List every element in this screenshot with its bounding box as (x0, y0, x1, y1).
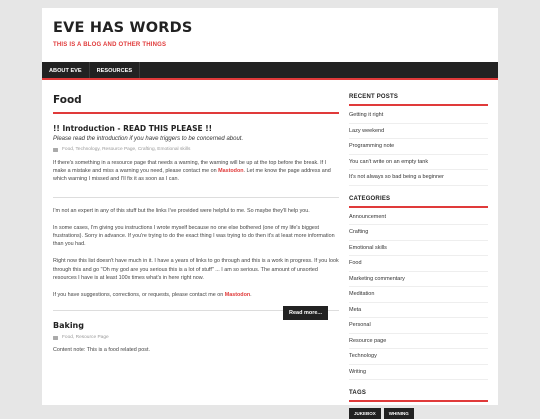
folder-icon (53, 336, 58, 340)
recent-post-link[interactable]: You can't write on an empty tank (349, 155, 488, 171)
mastodon-link[interactable]: Mastodon (218, 168, 244, 175)
category-link[interactable]: Crafting (349, 225, 488, 241)
tag-link[interactable]: WHINING (384, 408, 414, 419)
post-meta (53, 335, 339, 340)
category-link[interactable]: Food (349, 256, 488, 272)
category-link[interactable]: Resource page (349, 334, 488, 350)
widget-title-tags: TAGS (349, 390, 488, 402)
tag-link[interactable]: JUKEBOX (349, 408, 381, 419)
post-categories[interactable]: Food, Resource Page (62, 335, 109, 341)
folder-icon (53, 148, 58, 152)
main-nav (42, 62, 498, 80)
site-description: THIS IS A BLOG AND OTHER THINGS (53, 42, 167, 48)
post-paragraph: If there's something in a resource page that needs a warning, the warning will be up at the top before the break. If I make a mistake and miss a warning you need, please contact me on Mastodon. Let me know the page address and which warning I missed and I'll fix it as soon as I can. (53, 160, 331, 183)
category-link[interactable]: Emotional skills (349, 241, 488, 257)
category-link[interactable]: Writing (349, 365, 488, 381)
nav-item-resources[interactable]: RESOURCES (90, 62, 140, 78)
category-link[interactable]: Meta (349, 303, 488, 319)
categories-list (349, 210, 488, 381)
category-link[interactable]: Meditation (349, 287, 488, 303)
post-title-intro[interactable]: !! Introduction - READ THIS PLEASE !! (53, 124, 213, 133)
read-more-button[interactable]: Read more... (283, 306, 328, 320)
category-link[interactable]: Marketing commentary (349, 272, 488, 288)
widget-title-recent: RECENT POSTS (349, 94, 488, 106)
recent-post-link[interactable]: Programming note (349, 139, 488, 155)
category-link[interactable]: Personal (349, 318, 488, 334)
recent-posts-list (349, 108, 488, 186)
post-title-baking[interactable]: Baking (53, 321, 84, 331)
post-paragraph: In some cases, I'm giving you instructions I wrote myself because no one else bothered (one of my life's biggest frustrations). Sorry in advance. If you're trying to do the exact thing I was trying to do then it's at least more information than you had. (53, 224, 335, 248)
page-title: Food (53, 94, 339, 114)
site-header (42, 8, 498, 62)
post-paragraph: If you have suggestions, corrections, or requests, please contact me on Mastodon. (53, 292, 252, 299)
site-title[interactable]: EVE HAS WORDS (53, 20, 193, 36)
divider (53, 197, 339, 198)
post-categories[interactable]: Food, Technology, Resource Page, Crafting, Emotional skills (62, 147, 191, 152)
post-subtitle: Please read the introduction if you have triggers to be concerned about. (53, 136, 244, 142)
tag-cloud (349, 408, 488, 419)
post-paragraph: I'm not an expert in any of this stuff but the links I've provided were helpful to me. So maybe they'll help you. (53, 207, 310, 214)
category-link[interactable]: Announcement (349, 210, 488, 226)
post-paragraph: Right now this list doesn't have much in it. I have a years of links to go through and this is a work in progress. If you look through this and go "Oh my god are you serious this is a lot of stuff" ... I am so serious. The amount of unsorted resources I have is at least 100x times what's in here right now. (53, 258, 339, 281)
recent-post-link[interactable]: Lazy weekend (349, 124, 488, 140)
post-excerpt: Content note: This is a food related post. (53, 347, 150, 354)
recent-post-link[interactable]: Getting it right (349, 108, 488, 124)
category-link[interactable]: Technology (349, 349, 488, 365)
post-meta (53, 147, 339, 152)
widget-title-categories: CATEGORIES (349, 196, 488, 208)
recent-post-link[interactable]: It's not always so bad being a beginner (349, 170, 488, 186)
sidebar (349, 94, 488, 419)
page-wrapper (42, 8, 498, 416)
mastodon-link[interactable]: Mastodon (224, 292, 251, 299)
nav-item-about[interactable]: ABOUT EVE (42, 62, 90, 78)
